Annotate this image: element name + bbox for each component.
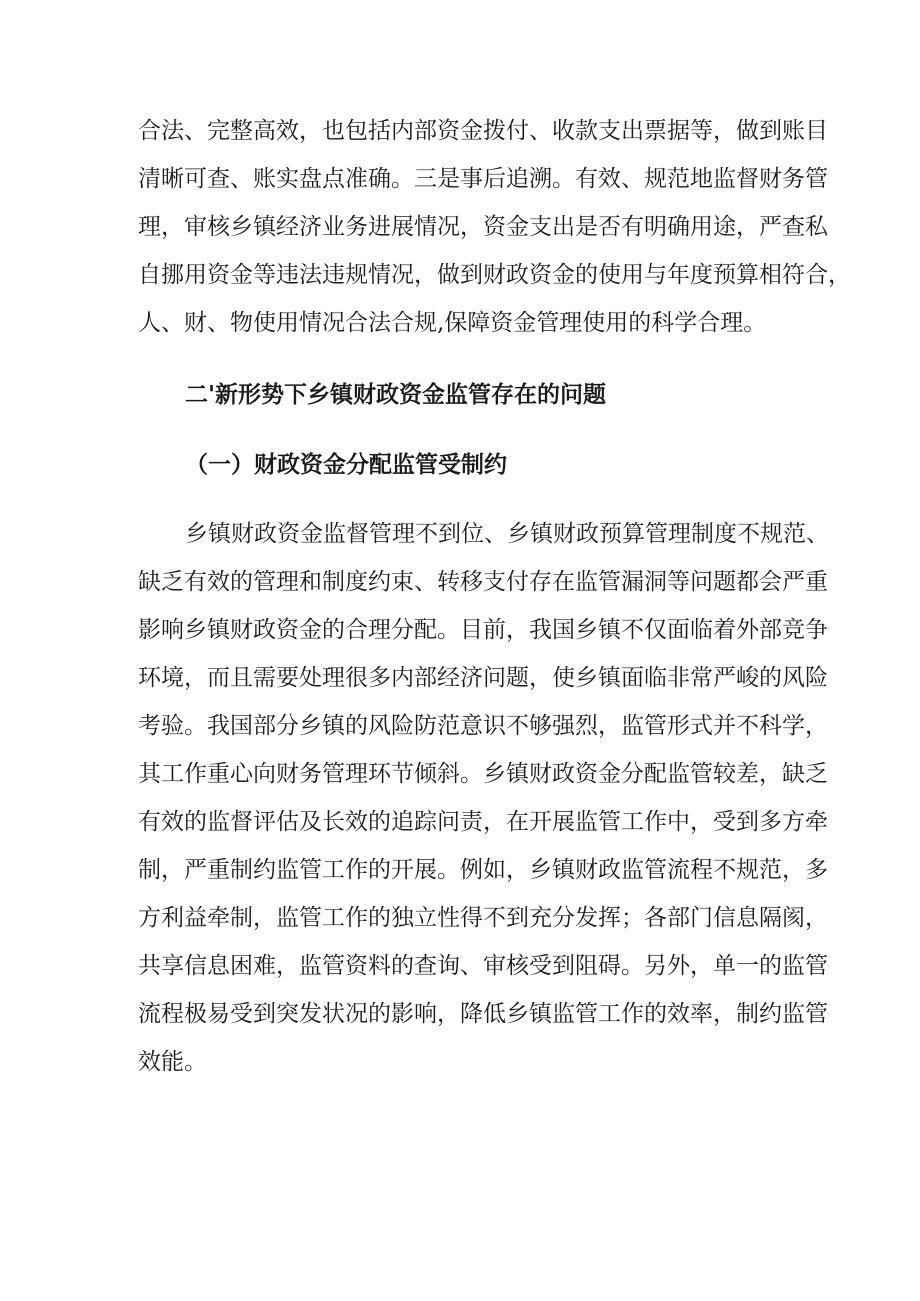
paragraph-2-line-2: 缺乏有效的管理和制度约束、转移支付存在监管漏洞等问题都会严重 (138, 569, 828, 595)
paragraph-2-line-5: 考验。我国部分乡镇的风险防范意识不够强烈，监管形式并不科学， (138, 713, 828, 739)
paragraph-1-line-5: 人、财、物使用情况合法合规,保障资金管理使用的科学合理。 (138, 310, 767, 336)
paragraph-2-line-4: 环境，而且需要处理很多内部经济问题，使乡镇面临非常严峻的风险 (138, 665, 828, 691)
paragraph-2-line-3: 影响乡镇财政资金的合理分配。目前，我国乡镇不仅面临着外部竞争 (138, 617, 828, 643)
paragraph-1-line-4: 自挪用资金等违法违规情况，做到财政资金的使用与年度预算相符合， (138, 262, 851, 288)
paragraph-2-line-8: 制，严重制约监管工作的开展。例如，乡镇财政监管流程不规范，多 (138, 857, 828, 883)
paragraph-1-line-1: 合法、完整高效，也包括内部资金拨付、收款支出票据等，做到账目 (138, 118, 828, 144)
paragraph-1-line-2: 清晰可查、账实盘点准确。三是事后追溯。有效、规范地监督财务管 (138, 166, 828, 192)
subsection-heading: （一）财政资金分配监管受制约 (185, 452, 507, 478)
paragraph-2-line-10: 共享信息困难，监管资料的查询、审核受到阻碍。另外，单一的监管 (138, 953, 828, 979)
paragraph-2-line-1: 乡镇财政资金监督管理不到位、乡镇财政预算管理制度不规范、 (185, 521, 829, 547)
paragraph-2-line-9: 方利益牵制，监管工作的独立性得不到充分发挥；各部门信息隔阂， (138, 905, 828, 931)
paragraph-2-line-11: 流程极易受到突发状况的影响，降低乡镇监管工作的效率，制约监管 (138, 1001, 828, 1027)
paragraph-2-line-7: 有效的监督评估及长效的追踪问责，在开展监管工作中，受到多方牵 (138, 809, 828, 835)
paragraph-1-line-3: 理，审核乡镇经济业务进展情况，资金支出是否有明确用途，严查私 (138, 214, 828, 240)
paragraph-2-line-12: 效能。 (138, 1049, 207, 1075)
section-heading: 二'新形势下乡镇财政资金监管存在的问题 (185, 382, 607, 408)
paragraph-2-line-6: 其工作重心向财务管理环节倾斜。乡镇财政资金分配监管较差，缺乏 (138, 761, 828, 787)
